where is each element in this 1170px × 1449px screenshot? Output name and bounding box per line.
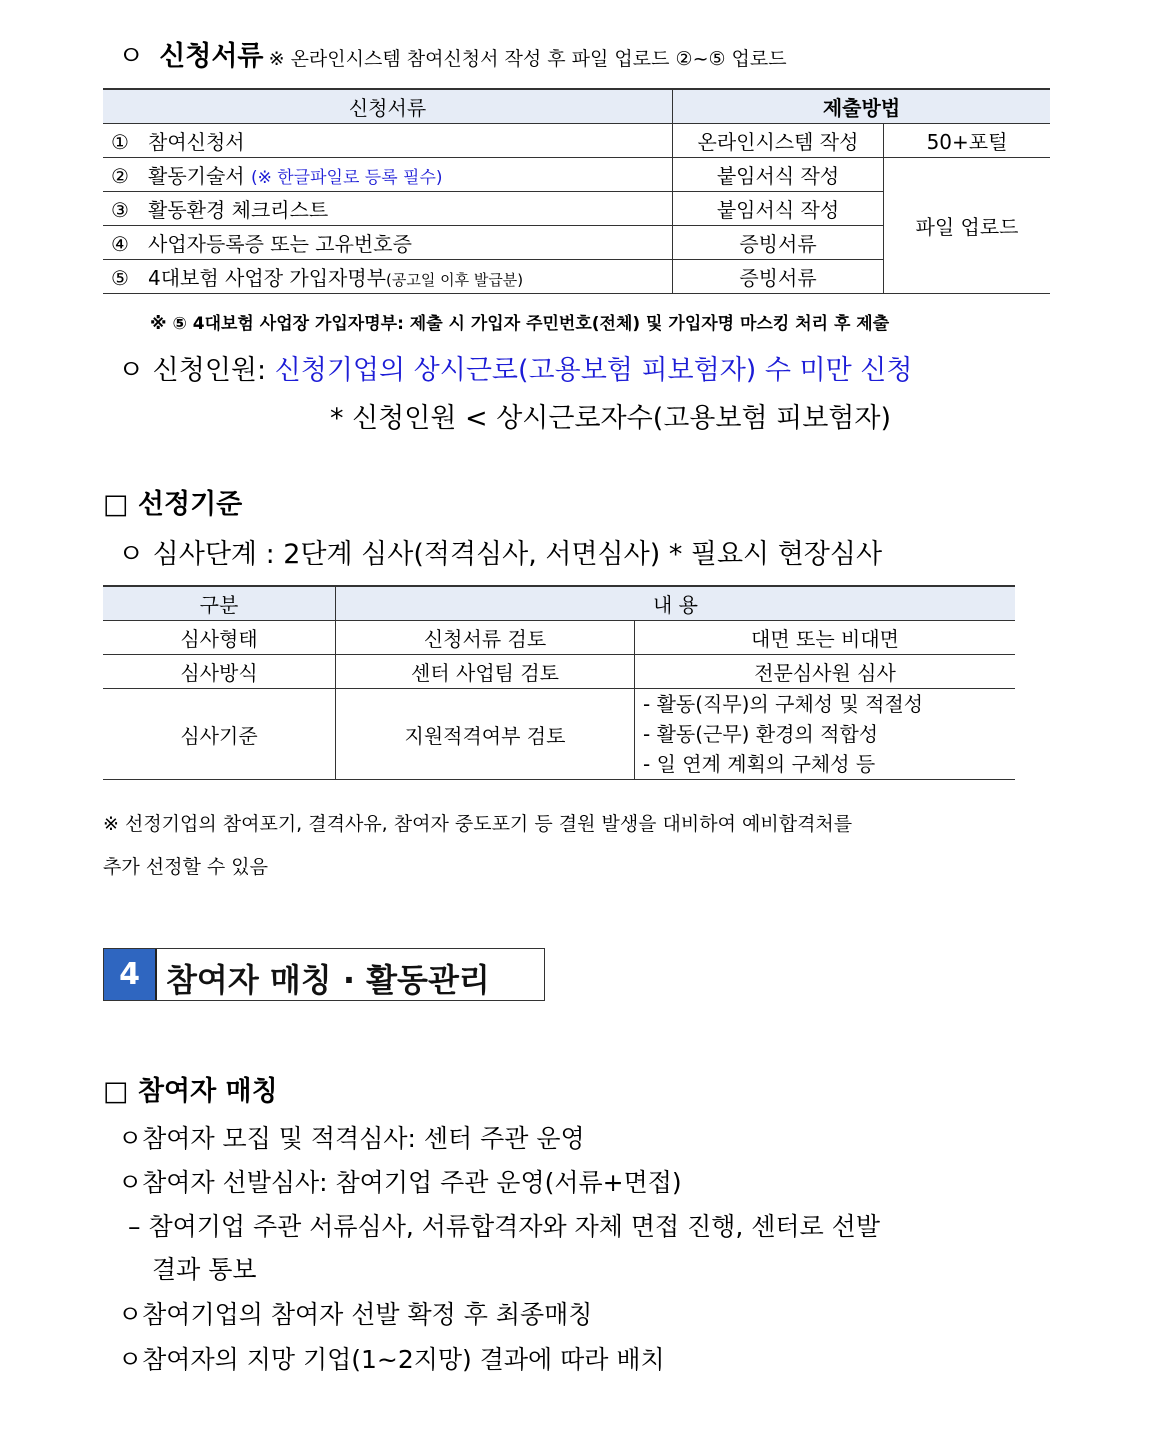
criterion-item: - 활동(직무)의 구체성 및 적절성 — [643, 692, 924, 716]
docs-heading — [118, 34, 787, 73]
criteria-stages: ㅇ 심사단계 : 2단계 심사(적격심사, 서면심사) * 필요시 현장심사 — [118, 539, 883, 570]
row-col1: 센터 사업팀 검토 — [336, 655, 635, 689]
docs-footnote: ※ ⑤ 4대보험 사업장 가입자명부: 제출 시 가입자 주민번호(전체) 및 가입자명 마스킹 처리 후 제출 — [150, 314, 890, 334]
row-extra: (※ 한글파일로 등록 필수) — [250, 168, 443, 188]
matching-line: 결과 통보 — [152, 1255, 257, 1284]
row-number: ⑤ — [111, 266, 129, 290]
matching-line: ㅇ참여기업의 참여자 선발 확정 후 최종매칭 — [118, 1300, 593, 1329]
row-number: ④ — [111, 232, 129, 256]
docs-title: 신청서류 — [159, 41, 264, 72]
row-number: ③ — [111, 198, 129, 222]
applicants-label: ㅇ 신청인원: — [118, 355, 267, 386]
criteria-note-1: ※ 선정기업의 참여포기, 결격사유, 참여자 중도포기 등 결원 발생을 대비하여 예비합격처를 — [103, 813, 853, 835]
section-header — [103, 948, 545, 1001]
row-label: 심사형태 — [103, 621, 336, 655]
row-name: 4대보험 사업장 가입자명부 — [148, 266, 386, 290]
table-row — [103, 124, 1050, 158]
criterion-item: - 일 연계 계획의 구체성 등 — [643, 752, 876, 776]
header-content: 내 용 — [336, 586, 1016, 621]
table-row — [103, 158, 1050, 192]
row-number: ② — [111, 164, 129, 188]
documents-table — [103, 88, 1050, 294]
header-documents: 신청서류 — [103, 89, 673, 124]
docs-note: ※ 온라인시스템 참여신청서 작성 후 파일 업로드 ②~⑤ 업로드 — [268, 48, 787, 70]
row-name: 활동기술서 — [148, 164, 245, 188]
section-number: 4 — [104, 949, 157, 1000]
row-col1: 신청서류 검토 — [336, 621, 635, 655]
criteria-note-2: 추가 선정할 수 있음 — [103, 856, 268, 878]
upload-channel: 파일 업로드 — [884, 158, 1051, 294]
row-name: 활동환경 체크리스트 — [148, 198, 329, 222]
row-col2: 전문심사원 심사 — [635, 655, 1016, 689]
row-channel: 50+포털 — [884, 124, 1051, 158]
header-method: 제출방법 — [673, 89, 1051, 124]
table-row — [103, 655, 1015, 689]
row-col2 — [635, 689, 1016, 780]
applicants-note: * 신청인원 < 상시근로자수(고용보험 피보험자) — [330, 403, 891, 434]
matching-line: ㅇ참여자의 지망 기업(1~2지망) 결과에 따라 배치 — [118, 1345, 665, 1374]
row-extra: (공고일 이후 발급분) — [385, 271, 524, 289]
row-method: 붙임서식 작성 — [673, 192, 884, 226]
criterion-item: - 활동(근무) 환경의 적합성 — [643, 722, 879, 746]
row-col1: 지원적격여부 검토 — [336, 689, 635, 780]
row-label: 심사기준 — [103, 689, 336, 780]
criteria-table — [103, 585, 1015, 780]
row-number: ① — [111, 130, 129, 154]
row-method: 온라인시스템 작성 — [673, 124, 884, 158]
row-method: 증빙서류 — [673, 226, 884, 260]
header-category: 구분 — [103, 586, 336, 621]
table-row — [103, 621, 1015, 655]
row-col2: 대면 또는 비대면 — [635, 621, 1016, 655]
row-method: 붙임서식 작성 — [673, 158, 884, 192]
bullet: ㅇ — [118, 41, 145, 72]
row-name: 참여신청서 — [148, 130, 245, 154]
row-label: 심사방식 — [103, 655, 336, 689]
table-row — [103, 689, 1015, 780]
row-method: 증빙서류 — [673, 260, 884, 294]
row-name: 사업자등록증 또는 고유번호증 — [148, 232, 412, 256]
applicants-line — [118, 348, 912, 387]
criteria-heading: □ 선정기준 — [103, 489, 243, 520]
section-title: 참여자 매칭 · 활동관리 — [166, 961, 490, 999]
matching-line: – 참여기업 주관 서류심사, 서류합격자와 자체 면접 진행, 센터로 선발 — [128, 1212, 880, 1241]
matching-heading: □ 참여자 매칭 — [103, 1076, 278, 1107]
matching-line: ㅇ참여자 선발심사: 참여기업 주관 운영(서류+면접) — [118, 1168, 682, 1197]
matching-line: ㅇ참여자 모집 및 적격심사: 센터 주관 운영 — [118, 1124, 585, 1153]
applicants-value: 신청기업의 상시근로(고용보험 피보험자) 수 미만 신청 — [274, 355, 913, 386]
